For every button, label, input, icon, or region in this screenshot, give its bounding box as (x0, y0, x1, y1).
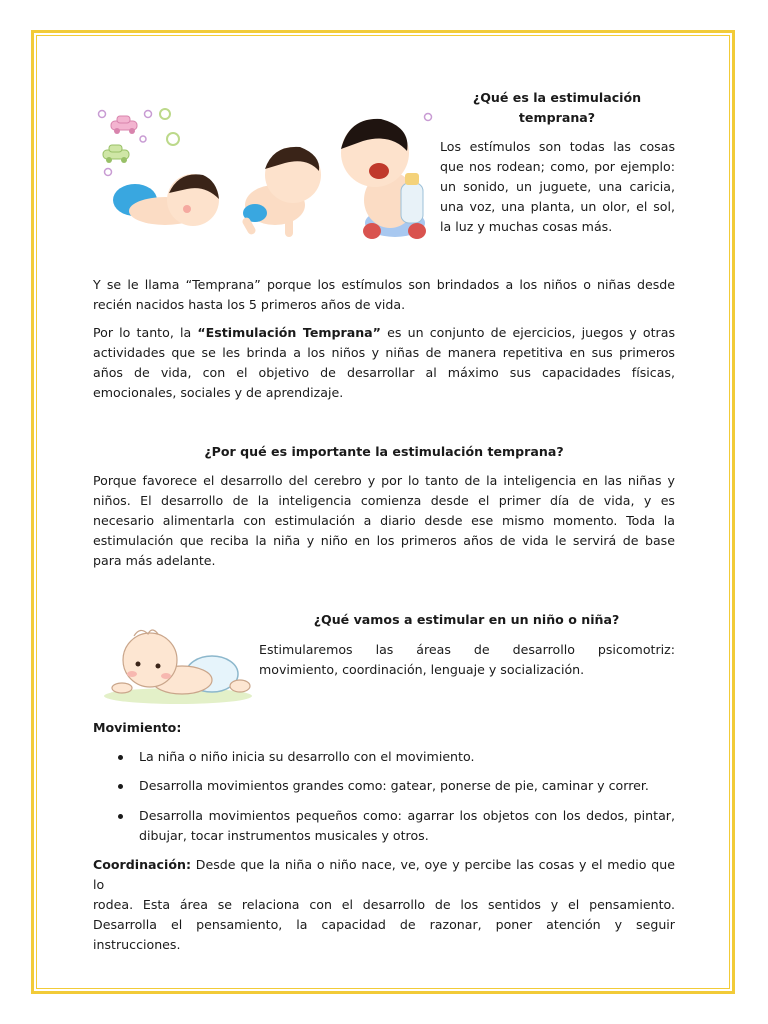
section1-line: un sonido, un juguete, una caricia, (440, 179, 675, 194)
section1-line: que nos rodean; como, por ejemplo: (440, 159, 675, 174)
section2-line: necesario alimentarla con estimulación a diario desde ese mismo momento. Toda la (93, 513, 675, 528)
bullet-icon (118, 814, 123, 819)
movimiento-bullet-3: Desarrolla movimientos pequeños como: agarrar los objetos con los dedos, pintar, (139, 808, 675, 823)
section1-line: Los estímulos son todas las cosas (440, 139, 675, 154)
coordinacion-line1 (93, 855, 675, 895)
section1-line: una voz, una planta, un olor, el sol, (440, 199, 675, 214)
coordinacion-rest: Desde que la niña o niño nace, ve, oye y percibe las cosas y el medio que lo (93, 857, 675, 892)
coordinacion-line: Desarrolla el pensamiento, la capacidad de razonar, poner atención y seguir (93, 917, 675, 932)
para-temprana-line: recién nacidos hasta los 5 primeros años de vida. (93, 297, 406, 312)
section2-heading: ¿Por qué es importante la estimulación temprana? (204, 444, 564, 459)
section1-heading-line1: ¿Qué es la estimulación (472, 90, 642, 105)
baby-with-bottle-icon (341, 119, 426, 239)
section1-line: la luz y muchas cosas más. (440, 219, 613, 234)
babies-illustration (95, 105, 435, 245)
coordinacion-heading: Coordinación: (93, 857, 191, 872)
baby-crawling-illustration (100, 622, 255, 707)
section2-line: estimulación que reciba la niña y niño en los primeros años de vida le servirá de base (93, 533, 675, 548)
section2-line: Porque favorece el desarrollo del cerebro y por lo tanto de la inteligencia en las niñas y (93, 473, 675, 488)
baby-crawling-icon (241, 147, 321, 237)
section3-heading: ¿Qué vamos a estimular en un niño o niña? (313, 612, 620, 627)
movimiento-bullet-2: Desarrolla movimientos grandes como: gatear, ponerse de pie, caminar y correr. (139, 778, 649, 793)
para-definicion-line: años de vida, con el objetivo de desarrollar al máximo sus capacidades físicas, (93, 365, 675, 380)
section3-line: Estimularemos las áreas de desarrollo psicomotriz: (259, 642, 675, 657)
toy-car-green-icon (103, 145, 129, 163)
section2-line: para más adelante. (93, 553, 216, 568)
section3-line: movimiento, coordinación, lenguaje y socialización. (259, 662, 585, 677)
para-definicion-line1 (93, 323, 675, 343)
coordinacion-line: instrucciones. (93, 937, 181, 952)
baby-lying-icon (113, 174, 219, 226)
bullet-icon (118, 784, 123, 789)
estimulacion-temprana-bold: “Estimulación Temprana” (197, 325, 381, 340)
toy-car-pink-icon (111, 116, 137, 134)
movimiento-bullet-3-cont: dibujar, tocar instrumentos musicales y otros. (139, 828, 429, 843)
para-definicion-line: actividades que se les brinda a los niños y niñas de manera repetitiva en sus primeros (93, 345, 675, 360)
para-definicion-lead: Por lo tanto, la (93, 325, 198, 340)
section2-line: niños. El desarrollo de la inteligencia comienza desde el primer día de vida, y es (93, 493, 675, 508)
para-definicion-line: emocionales, sociales y de aprendizaje. (93, 385, 344, 400)
para-temprana-line: Y se le llama “Temprana” porque los estímulos son brindados a los niños o niñas desde (93, 277, 675, 292)
coordinacion-line: rodea. Esta área se relaciona con el desarrollo de los sentidos y el pensamiento. (93, 897, 675, 912)
bullet-icon (118, 755, 123, 760)
section1-heading-line2: temprana? (518, 110, 596, 125)
para-definicion-rest: es un conjunto de ejercicios, juegos y otras (380, 325, 676, 340)
movimiento-heading: Movimiento: (93, 720, 182, 735)
movimiento-bullet-1: La niña o niño inicia su desarrollo con el movimiento. (139, 749, 475, 764)
